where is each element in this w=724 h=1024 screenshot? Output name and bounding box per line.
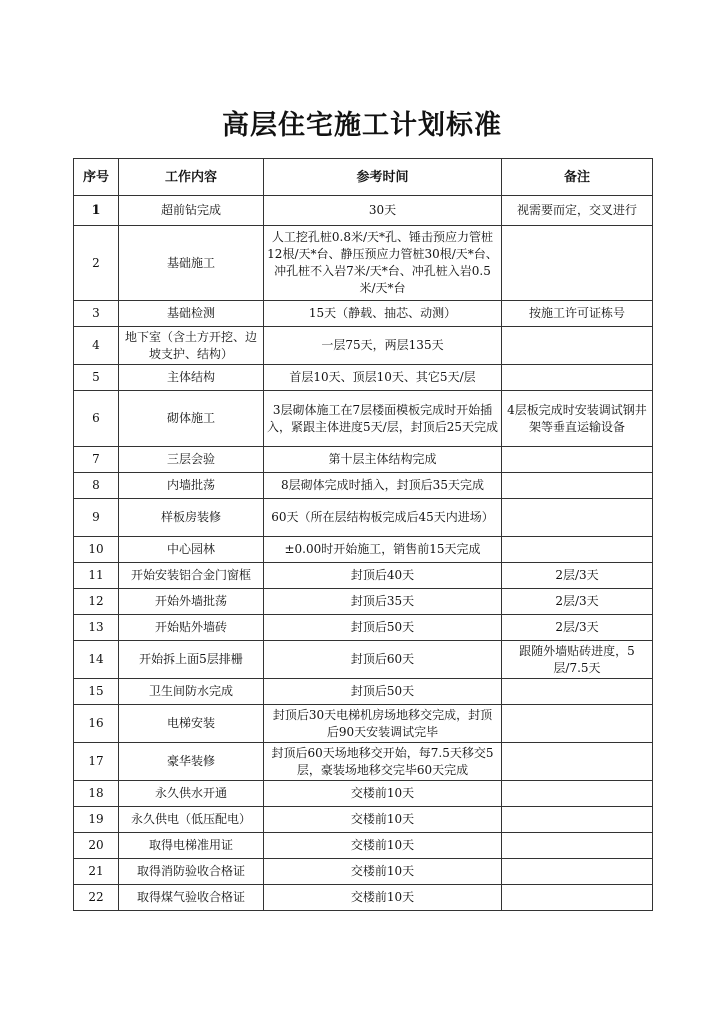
reference-time: 封顶后60天 [264,641,502,679]
work-content: 永久供水开通 [119,781,264,807]
reference-time: 15天（静载、抽芯、动测） [264,301,502,327]
table-row [74,615,653,641]
work-content: 砌体施工 [119,391,264,447]
reference-time: 人工挖孔桩0.8米/天*孔、锤击预应力管桩12根/天*台、静压预应力管桩30根/天*台、冲孔桩不入岩7米/天*台、冲孔桩入岩0.5米/天*台 [264,226,502,301]
remarks [502,781,653,807]
row-number: 5 [74,365,119,391]
reference-time: 60天（所在层结构板完成后45天内进场） [264,499,502,537]
table-row [74,859,653,885]
row-number: 15 [74,679,119,705]
reference-time: 交楼前10天 [264,885,502,911]
remarks [502,327,653,365]
remarks: 视需要而定，交叉进行 [502,196,653,226]
table-row [74,679,653,705]
reference-time: 交楼前10天 [264,807,502,833]
remarks: 2层/3天 [502,563,653,589]
reference-time: 交楼前10天 [264,859,502,885]
remarks [502,705,653,743]
work-content: 取得煤气验收合格证 [119,885,264,911]
work-content: 中心园林 [119,537,264,563]
row-number: 4 [74,327,119,365]
remarks [502,447,653,473]
table-row [74,447,653,473]
row-number: 20 [74,833,119,859]
header-note: 备注 [502,159,653,196]
row-number: 13 [74,615,119,641]
table-row [74,781,653,807]
reference-time: 30天 [264,196,502,226]
remarks: 2层/3天 [502,589,653,615]
work-content: 豪华装修 [119,743,264,781]
work-content: 开始外墙批荡 [119,589,264,615]
row-number: 16 [74,705,119,743]
reference-time: 封顶后40天 [264,563,502,589]
row-number: 11 [74,563,119,589]
work-content: 样板房装修 [119,499,264,537]
work-content: 取得电梯准用证 [119,833,264,859]
row-number: 8 [74,473,119,499]
table-row [74,365,653,391]
table-header-row [74,159,653,196]
table-row [74,641,653,679]
table-row [74,743,653,781]
remarks [502,499,653,537]
work-content: 开始拆上面5层排栅 [119,641,264,679]
work-content: 基础施工 [119,226,264,301]
reference-time: 3层砌体施工在7层楼面模板完成时开始插入，紧跟主体进度5天/层，封顶后25天完成 [264,391,502,447]
row-number: 12 [74,589,119,615]
remarks [502,743,653,781]
row-number: 7 [74,447,119,473]
work-content: 卫生间防水完成 [119,679,264,705]
table-row [74,589,653,615]
row-number: 14 [74,641,119,679]
remarks [502,833,653,859]
document-title: 高层住宅施工计划标准 [222,110,502,141]
row-number: 10 [74,537,119,563]
remarks: 按施工许可证栋号 [502,301,653,327]
remarks [502,473,653,499]
row-number: 1 [74,196,119,226]
work-content: 永久供电（低压配电） [119,807,264,833]
header-no: 序号 [74,159,119,196]
reference-time: 交楼前10天 [264,781,502,807]
row-number: 3 [74,301,119,327]
work-content: 主体结构 [119,365,264,391]
row-number: 9 [74,499,119,537]
remarks [502,365,653,391]
reference-time: 第十层主体结构完成 [264,447,502,473]
table-row [74,196,653,226]
work-content: 地下室（含土方开挖、边坡支护、结构） [119,327,264,365]
remarks [502,226,653,301]
work-content: 电梯安装 [119,705,264,743]
remarks: 4层板完成时安装调试钢井架等垂直运输设备 [502,391,653,447]
work-content: 超前钻完成 [119,196,264,226]
reference-time: 封顶后50天 [264,679,502,705]
table-row [74,705,653,743]
reference-time: 交楼前10天 [264,833,502,859]
table-row [74,301,653,327]
table-row [74,833,653,859]
remarks [502,885,653,911]
row-number: 21 [74,859,119,885]
row-number: 22 [74,885,119,911]
work-content: 三层会验 [119,447,264,473]
table-row [74,499,653,537]
row-number: 2 [74,226,119,301]
work-content: 开始安装铝合金门窗框 [119,563,264,589]
reference-time: 封顶后30天电梯机房场地移交完成，封顶后90天安装调试完毕 [264,705,502,743]
table-row [74,807,653,833]
reference-time: 封顶后50天 [264,615,502,641]
table-row [74,327,653,365]
reference-time: 封顶后35天 [264,589,502,615]
table-row [74,537,653,563]
table-row [74,226,653,301]
remarks [502,807,653,833]
work-content: 开始贴外墙砖 [119,615,264,641]
reference-time: 封顶后60天场地移交开始，每7.5天移交5层，豪装场地移交完毕60天完成 [264,743,502,781]
row-number: 19 [74,807,119,833]
row-number: 17 [74,743,119,781]
table-row [74,473,653,499]
work-content: 取得消防验收合格证 [119,859,264,885]
construction-schedule-table [73,158,653,911]
reference-time: 8层砌体完成时插入，封顶后35天完成 [264,473,502,499]
remarks: 2层/3天 [502,615,653,641]
remarks [502,679,653,705]
reference-time: ±0.00时开始施工，销售前15天完成 [264,537,502,563]
remarks: 跟随外墙贴砖进度，5层/7.5天 [502,641,653,679]
header-time: 参考时间 [264,159,502,196]
table-row [74,563,653,589]
work-content: 内墙批荡 [119,473,264,499]
reference-time: 一层75天，两层135天 [264,327,502,365]
table-row [74,391,653,447]
header-content: 工作内容 [119,159,264,196]
work-content: 基础检测 [119,301,264,327]
remarks [502,537,653,563]
reference-time: 首层10天、顶层10天、其它5天/层 [264,365,502,391]
remarks [502,859,653,885]
row-number: 18 [74,781,119,807]
table-row [74,885,653,911]
row-number: 6 [74,391,119,447]
